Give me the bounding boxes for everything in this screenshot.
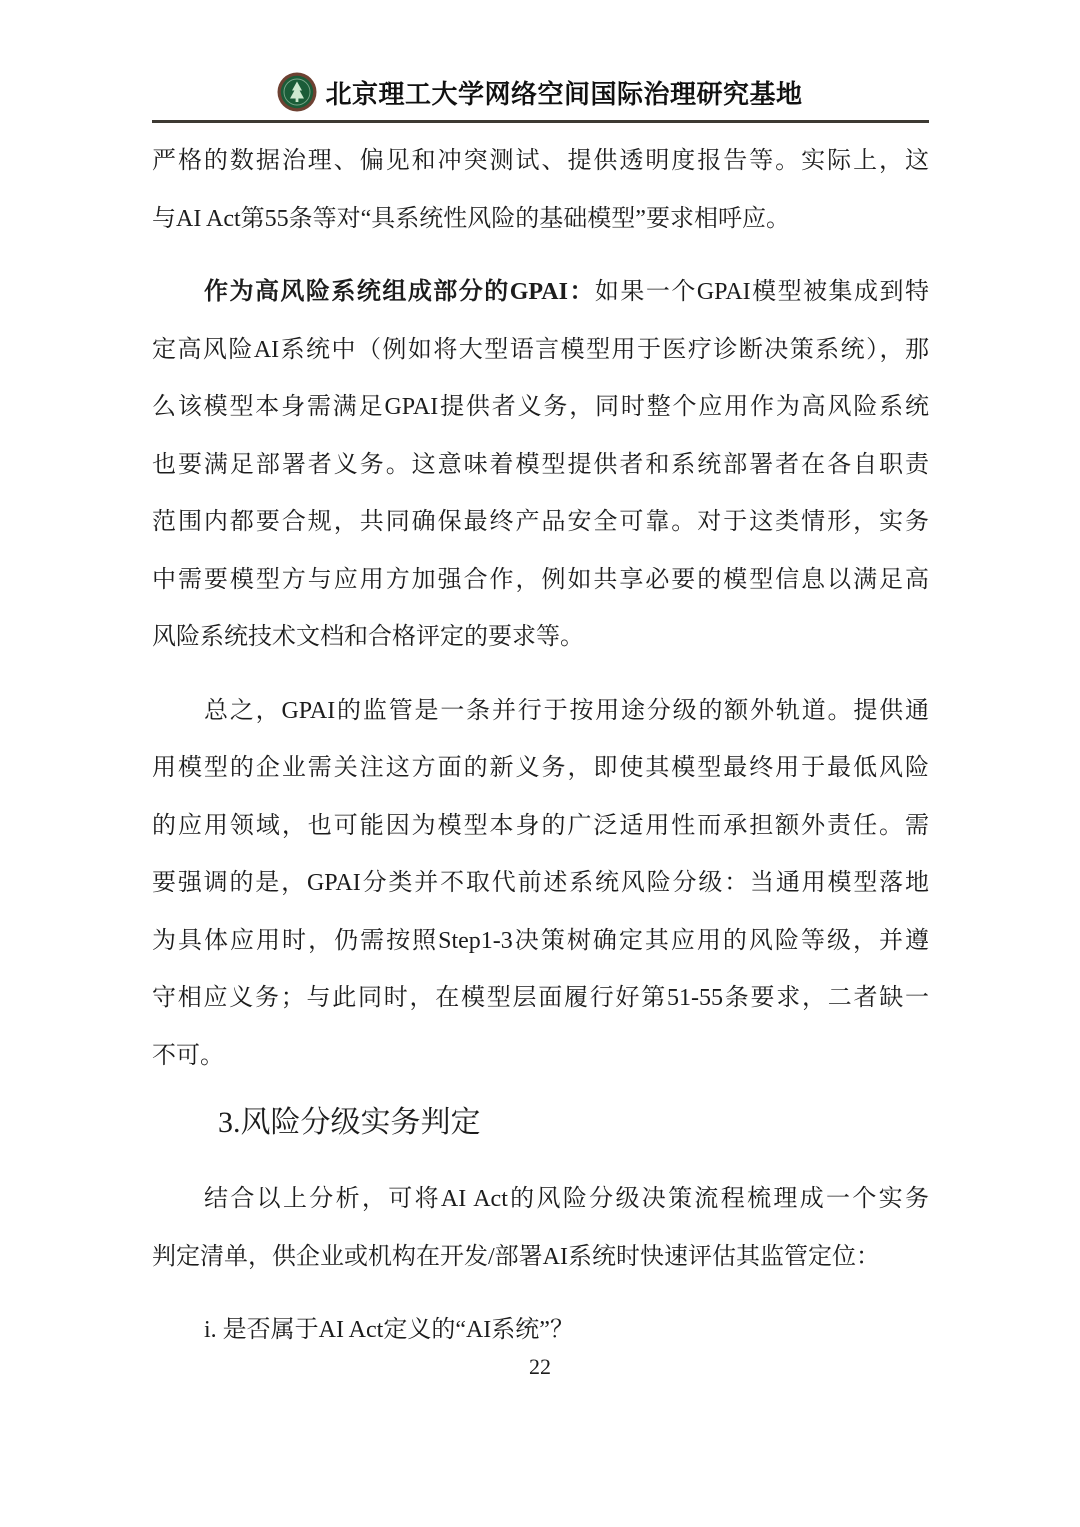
text-line xyxy=(152,437,929,495)
text-segment: 与AI Act第55条等对“具系统性风险的基础模型”要求相呼应。 xyxy=(152,205,790,232)
text-segment: 中需要模型方与应用方加强合作，例如共享必要的模型信息以满足高 xyxy=(152,566,929,593)
paragraph xyxy=(152,133,929,248)
text-segment: 要强调的是，GPAI分类并不取代前述系统风险分级：当通用模型落地 xyxy=(152,870,929,896)
text-line xyxy=(152,1091,929,1155)
text-segment: 为具体应用时，仍需按照Step1-3决策树确定其应用的风险等级，并遵 xyxy=(152,927,929,954)
text-line xyxy=(152,913,929,971)
text-line xyxy=(152,1229,929,1287)
page-number: 22 xyxy=(529,1354,551,1379)
text-segment: 么该模型本身需满足GPAI提供者义务，同时整个应用作为高风险系统 xyxy=(152,394,929,420)
text-line xyxy=(152,379,929,437)
text-segment: 守相应义务；与此同时，在模型层面履行好第51-55条要求，二者缺一 xyxy=(152,985,929,1011)
paragraph xyxy=(152,264,929,667)
text-line xyxy=(152,740,929,798)
text-segment: 的应用领域，也可能因为模型本身的广泛适用性而承担额外责任。需 xyxy=(152,812,929,839)
text-line xyxy=(152,552,929,610)
page-footer xyxy=(0,1354,1080,1380)
text-line xyxy=(152,133,929,191)
paragraph xyxy=(152,683,929,1086)
header-divider xyxy=(152,120,929,123)
text-segment: 严格的数据治理、偏见和冲突测试、提供透明度报告等。实际上，这 xyxy=(152,148,929,174)
page-header xyxy=(0,0,1080,123)
text-segment: 定高风险AI系统中（例如将大型语言模型用于医疗诊断决策系统），那 xyxy=(152,336,929,363)
text-segment: 3.风险分级实务判定 xyxy=(218,1106,481,1139)
text-line xyxy=(152,1028,929,1086)
section-heading xyxy=(152,1091,929,1155)
text-line xyxy=(152,322,929,380)
text-segment: i. 是否属于AI Act定义的“AI系统”？ xyxy=(204,1317,574,1343)
text-line xyxy=(152,494,929,552)
paragraph xyxy=(152,1302,929,1360)
bold-text-segment: 作为高风险系统组成部分的GPAI： xyxy=(204,279,595,305)
text-line xyxy=(152,609,929,667)
text-segment: 用模型的企业需关注这方面的新义务，即使其模型最终用于最低风险 xyxy=(152,755,929,781)
text-segment: 总之，GPAI的监管是一条并行于按用途分级的额外轨道。提供通 xyxy=(204,697,929,724)
text-line xyxy=(152,1171,929,1229)
text-line xyxy=(152,855,929,913)
text-segment: 也要满足部署者义务。这意味着模型提供者和系统部署者在各自职责 xyxy=(152,451,929,478)
text-segment: 结合以上分析，可将AI Act的风险分级决策流程梳理成一个实务 xyxy=(204,1186,929,1212)
university-seal-icon xyxy=(277,72,317,112)
text-segment: 如果一个GPAI模型被集成到特 xyxy=(594,279,929,305)
text-segment: 范围内都要合规，共同确保最终产品安全可靠。对于这类情形，实务 xyxy=(152,509,929,535)
text-segment: 判定清单，供企业或机构在开发/部署AI系统时快速评估其监管定位： xyxy=(152,1243,880,1270)
paragraph xyxy=(152,1171,929,1286)
text-line xyxy=(152,683,929,741)
text-line xyxy=(152,798,929,856)
text-line xyxy=(152,1302,929,1360)
header-brand xyxy=(0,70,1080,114)
text-line xyxy=(152,191,929,249)
text-line xyxy=(152,970,929,1028)
text-segment: 不可。 xyxy=(152,1042,224,1069)
document-body xyxy=(152,133,929,1360)
text-line xyxy=(152,264,929,322)
institution-name: 北京理工大学网络空间国际治理研究基地 xyxy=(325,78,803,109)
text-segment: 风险系统技术文档和合格评定的要求等。 xyxy=(152,624,584,650)
